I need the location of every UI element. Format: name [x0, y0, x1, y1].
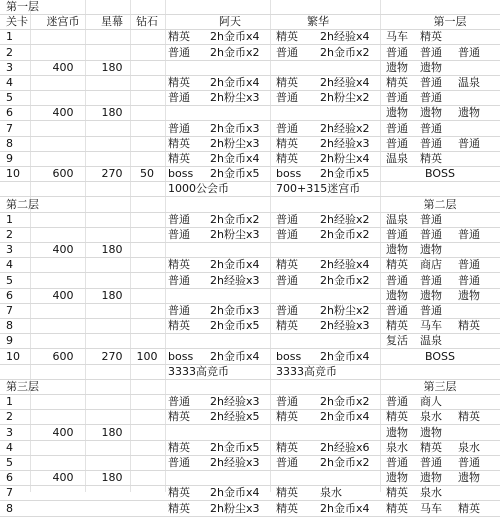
- sheet-cell[interactable]: 2h金币x2: [320, 395, 370, 409]
- sheet-cell[interactable]: 遗物: [420, 425, 442, 439]
- sheet-cell[interactable]: 180: [101, 60, 123, 74]
- sheet-cell[interactable]: 普通: [420, 304, 442, 317]
- sheet-cell[interactable]: 1000公会币: [168, 182, 229, 196]
- sheet-cell[interactable]: 遗物: [386, 425, 408, 439]
- sheet-row: [0, 471, 500, 486]
- sheet-cell[interactable]: 普通: [386, 273, 408, 287]
- sheet-cell[interactable]: 第三层: [6, 380, 39, 393]
- sheet-cell[interactable]: 精英: [276, 258, 298, 272]
- sheet-cell[interactable]: 2h经验x4: [320, 258, 370, 272]
- sheet-cell[interactable]: 2h金币x5: [320, 167, 370, 181]
- sheet-row: [0, 243, 500, 258]
- sheet-cell[interactable]: 2h经验x3: [320, 136, 370, 150]
- sheet-cell[interactable]: 精英: [386, 486, 408, 500]
- sheet-cell[interactable]: 2h粉尘x2: [320, 91, 370, 105]
- sheet-cell[interactable]: 普通: [276, 212, 298, 226]
- sheet-cell[interactable]: 2h经验x4: [320, 76, 370, 89]
- sheet-cell[interactable]: 普通: [386, 91, 408, 105]
- sheet-cell[interactable]: 普通: [420, 228, 442, 241]
- sheet-cell[interactable]: 6: [6, 288, 13, 302]
- sheet-cell[interactable]: 普通: [168, 121, 190, 135]
- sheet-cell[interactable]: 普通: [386, 228, 408, 241]
- sheet-cell[interactable]: 温泉: [420, 334, 442, 348]
- sheet-cell[interactable]: 8: [6, 136, 13, 150]
- sheet-cell[interactable]: 普通: [168, 273, 190, 287]
- sheet-cell[interactable]: 遗物: [386, 243, 408, 257]
- sheet-cell[interactable]: 600: [52, 349, 74, 363]
- sheet-cell[interactable]: 270: [101, 167, 123, 181]
- sheet-cell[interactable]: 精英: [168, 319, 190, 333]
- sheet-cell[interactable]: 普通: [420, 212, 442, 226]
- sheet-row: [0, 502, 500, 517]
- sheet-cell[interactable]: 3333高竞币: [168, 364, 229, 378]
- sheet-cell[interactable]: 180: [101, 288, 123, 302]
- sheet-cell[interactable]: 遗物: [420, 471, 442, 485]
- sheet-cell[interactable]: 第一层: [433, 15, 467, 29]
- sheet-cell[interactable]: 2h经验x2: [320, 121, 370, 135]
- sheet-cell[interactable]: 精英: [420, 440, 442, 454]
- sheet-cell[interactable]: 普通: [168, 228, 190, 241]
- sheet-cell[interactable]: 普通: [276, 456, 298, 469]
- sheet-cell[interactable]: 普通: [276, 304, 298, 317]
- sheet-cell[interactable]: 普通: [276, 121, 298, 135]
- sheet-cell[interactable]: 2h经验x3: [210, 395, 260, 409]
- sheet-cell[interactable]: 普通: [276, 45, 298, 59]
- sheet-cell[interactable]: 精英: [168, 152, 190, 165]
- sheet-row: [0, 319, 500, 334]
- sheet-cell[interactable]: 10: [6, 167, 20, 181]
- sheet-cell[interactable]: 钻石: [136, 15, 158, 29]
- sheet-cell[interactable]: 第三层: [423, 380, 457, 393]
- sheet-row: [0, 213, 500, 228]
- sheet-cell[interactable]: 泉水: [386, 440, 408, 454]
- sheet-cell[interactable]: 普通: [458, 228, 480, 241]
- sheet-cell[interactable]: 2h经验x3: [210, 273, 260, 287]
- sheet-cell[interactable]: 8: [6, 501, 13, 515]
- sheet-cell[interactable]: 精英: [458, 410, 480, 424]
- sheet-cell[interactable]: 700+315迷宫币: [276, 182, 361, 196]
- sheet-cell[interactable]: 精英: [276, 410, 298, 424]
- sheet-cell[interactable]: 5: [6, 273, 13, 287]
- sheet-cell[interactable]: 2h粉尘x3: [210, 501, 260, 515]
- sheet-cell[interactable]: BOSS: [425, 349, 455, 363]
- sheet-cell[interactable]: 普通: [276, 395, 298, 409]
- sheet-cell[interactable]: 遗物: [386, 288, 408, 302]
- sheet-cell[interactable]: 2h金币x2: [210, 212, 260, 226]
- sheet-cell[interactable]: 2h粉尘x3: [210, 91, 260, 105]
- sheet-cell[interactable]: 5: [6, 91, 13, 105]
- sheet-row: [0, 410, 500, 425]
- sheet-cell[interactable]: 10: [6, 349, 20, 363]
- sheet-cell[interactable]: 第一层: [6, 0, 39, 13]
- sheet-cell[interactable]: 普通: [420, 91, 442, 105]
- sheet-cell[interactable]: 泉水: [320, 486, 342, 500]
- sheet-cell[interactable]: 2h经验x3: [320, 319, 370, 333]
- sheet-cell[interactable]: 1: [6, 395, 13, 409]
- sheet-cell[interactable]: 4: [6, 76, 13, 89]
- sheet-cell[interactable]: 精英: [420, 30, 442, 44]
- sheet-cell[interactable]: 2h金币x4: [320, 410, 370, 424]
- sheet-row: [0, 137, 500, 152]
- sheet-cell[interactable]: 精英: [276, 319, 298, 333]
- sheet-cell[interactable]: 精英: [276, 501, 298, 515]
- sheet-row: [0, 46, 500, 61]
- sheet-cell[interactable]: 2h经验x5: [210, 410, 260, 424]
- sheet-cell[interactable]: BOSS: [425, 167, 455, 181]
- sheet-row: [0, 441, 500, 456]
- sheet-row: [0, 122, 500, 137]
- sheet-cell[interactable]: 2h经验x6: [320, 440, 370, 454]
- sheet-cell[interactable]: 180: [101, 106, 123, 120]
- sheet-cell[interactable]: 遗物: [386, 106, 408, 120]
- sheet-cell[interactable]: 精英: [276, 152, 298, 165]
- sheet-row: [0, 0, 500, 15]
- sheet-row: [0, 258, 500, 273]
- sheet-row: [0, 456, 500, 471]
- sheet-cell[interactable]: 普通: [168, 456, 190, 469]
- sheet-row: [0, 304, 500, 319]
- sheet-cell[interactable]: 2h金币x3: [210, 304, 260, 317]
- sheet-cell[interactable]: 遗物: [420, 288, 442, 302]
- sheet-cell[interactable]: 2h粉尘x3: [210, 136, 260, 150]
- sheet-cell[interactable]: 3: [6, 425, 13, 439]
- sheet-cell[interactable]: 400: [52, 471, 74, 485]
- sheet-cell[interactable]: 2h金币x5: [210, 167, 260, 181]
- sheet-cell[interactable]: 遗物: [386, 60, 408, 74]
- sheet-cell[interactable]: 马车: [386, 30, 408, 44]
- sheet-cell[interactable]: 精英: [386, 410, 408, 424]
- sheet-cell[interactable]: 普通: [458, 258, 480, 272]
- sheet-row: [0, 91, 500, 106]
- sheet-cell[interactable]: 普通: [276, 91, 298, 105]
- sheet-cell[interactable]: 精英: [386, 319, 408, 333]
- sheet-cell[interactable]: 6: [6, 106, 13, 120]
- sheet-cell[interactable]: 7: [6, 121, 13, 135]
- sheet-cell[interactable]: 普通: [276, 228, 298, 241]
- sheet-cell[interactable]: 普通: [458, 136, 480, 150]
- sheet-cell[interactable]: 遗物: [458, 106, 480, 120]
- sheet-row: [0, 486, 500, 501]
- sheet-cell[interactable]: 第二层: [6, 197, 39, 211]
- sheet-row: [0, 365, 500, 380]
- sheet-cell[interactable]: 精英: [168, 410, 190, 424]
- sheet-cell[interactable]: 泉水: [420, 486, 442, 500]
- sheet-row: [0, 152, 500, 167]
- sheet-cell[interactable]: 精英: [276, 486, 298, 500]
- sheet-row: [0, 228, 500, 243]
- sheet-cell[interactable]: 2h金币x4: [320, 349, 370, 363]
- sheet-cell[interactable]: 8: [6, 319, 13, 333]
- sheet-cell[interactable]: 普通: [168, 304, 190, 317]
- sheet-cell[interactable]: 精英: [168, 30, 190, 44]
- sheet-cell[interactable]: 2h经验x2: [320, 212, 370, 226]
- sheet-cell[interactable]: 600: [52, 167, 74, 181]
- sheet-cell[interactable]: 1: [6, 212, 13, 226]
- sheet-cell[interactable]: 精英: [168, 486, 190, 500]
- sheet-cell[interactable]: 精英: [168, 76, 190, 89]
- sheet-cell[interactable]: 2: [6, 410, 13, 424]
- sheet-cell[interactable]: 2h金币x5: [210, 319, 260, 333]
- sheet-cell[interactable]: boss: [276, 349, 302, 363]
- sheet-cell[interactable]: 普通: [276, 273, 298, 287]
- sheet-cell[interactable]: 2h金币x2: [210, 45, 260, 59]
- sheet-cell[interactable]: 2h金币x2: [320, 228, 370, 241]
- sheet-cell[interactable]: 迷宫币: [46, 15, 80, 29]
- sheet-cell[interactable]: 精英: [276, 136, 298, 150]
- sheet-row: [0, 395, 500, 410]
- sheet-row: [0, 289, 500, 304]
- sheet-cell[interactable]: 6: [6, 471, 13, 485]
- sheet-cell[interactable]: 2h金币x4: [210, 76, 260, 89]
- sheet-cell[interactable]: 普通: [386, 121, 408, 135]
- sheet-cell[interactable]: 2h金币x4: [210, 30, 260, 44]
- sheet-cell[interactable]: 温泉: [386, 212, 408, 226]
- sheet-cell[interactable]: 2h金币x2: [320, 45, 370, 59]
- sheet-row: [0, 274, 500, 289]
- sheet-cell[interactable]: 温泉: [386, 152, 408, 165]
- sheet-cell[interactable]: 7: [6, 486, 13, 500]
- sheet-cell[interactable]: 复活: [386, 334, 408, 348]
- sheet-cell[interactable]: boss: [168, 349, 194, 363]
- sheet-cell[interactable]: 2h粉尘x4: [320, 152, 370, 165]
- sheet-cell[interactable]: 180: [101, 243, 123, 257]
- sheet-cell[interactable]: 遗物: [458, 471, 480, 485]
- sheet-cell[interactable]: 9: [6, 334, 13, 348]
- sheet-cell[interactable]: 精英: [276, 30, 298, 44]
- sheet-cell[interactable]: 普通: [168, 395, 190, 409]
- sheet-row: [0, 15, 500, 30]
- sheet-cell[interactable]: 精英: [168, 258, 190, 272]
- sheet-cell[interactable]: 普通: [458, 45, 480, 59]
- sheet-cell[interactable]: 4: [6, 440, 13, 454]
- sheet-cell[interactable]: 精英: [458, 319, 480, 333]
- sheet-cell[interactable]: 商人: [420, 395, 442, 409]
- sheet-row: [0, 426, 500, 441]
- sheet-cell[interactable]: 400: [52, 425, 74, 439]
- sheet-cell[interactable]: 普通: [458, 273, 480, 287]
- sheet-cell[interactable]: 50: [140, 167, 154, 181]
- sheet-cell[interactable]: 100: [136, 349, 158, 363]
- sheet-cell[interactable]: 繁华: [307, 15, 329, 29]
- sheet-cell[interactable]: 3: [6, 60, 13, 74]
- sheet-cell[interactable]: 7: [6, 304, 13, 317]
- sheet-cell[interactable]: 400: [52, 288, 74, 302]
- sheet-cell[interactable]: 温泉: [458, 76, 480, 89]
- sheet-cell[interactable]: 商店: [420, 258, 442, 272]
- sheet-cell[interactable]: 2h金币x2: [320, 456, 370, 469]
- sheet-cell[interactable]: 遗物: [420, 106, 442, 120]
- sheet-cell[interactable]: 关卡: [6, 15, 28, 29]
- sheet-cell[interactable]: 泉水: [420, 410, 442, 424]
- sheet-cell[interactable]: 遗物: [420, 243, 442, 257]
- sheet-row: [0, 198, 500, 213]
- sheet-cell[interactable]: 第二层: [423, 197, 457, 211]
- sheet-row: [0, 30, 500, 45]
- sheet-cell[interactable]: boss: [168, 167, 194, 181]
- sheet-cell[interactable]: 2h金币x5: [210, 440, 260, 454]
- sheet-cell[interactable]: 遗物: [420, 60, 442, 74]
- sheet-row: [0, 350, 500, 365]
- sheet-row: [0, 61, 500, 76]
- sheet-cell[interactable]: 180: [101, 425, 123, 439]
- sheet-cell[interactable]: 普通: [420, 136, 442, 150]
- sheet-cell[interactable]: 精英: [386, 76, 408, 89]
- sheet-cell[interactable]: 精英: [168, 136, 190, 150]
- sheet-cell[interactable]: 精英: [386, 501, 408, 515]
- sheet-cell[interactable]: 400: [52, 243, 74, 257]
- sheet-row: [0, 167, 500, 182]
- sheet-cell[interactable]: 精英: [168, 440, 190, 454]
- sheet-cell[interactable]: 2h粉尘x2: [320, 304, 370, 317]
- sheet-row: [0, 106, 500, 121]
- sheet-row: [0, 334, 500, 349]
- sheet-cell[interactable]: 2h金币x4: [210, 258, 260, 272]
- sheet-cell[interactable]: 270: [101, 349, 123, 363]
- sheet-cell[interactable]: 普通: [420, 456, 442, 469]
- sheet-cell[interactable]: 2h经验x4: [320, 30, 370, 44]
- sheet-cell[interactable]: 精英: [420, 152, 442, 165]
- sheet-cell[interactable]: 普通: [420, 76, 442, 89]
- sheet-cell[interactable]: 9: [6, 152, 13, 165]
- sheet-cell[interactable]: 400: [52, 106, 74, 120]
- sheet-cell[interactable]: 马车: [420, 319, 442, 333]
- sheet-row: [0, 380, 500, 395]
- sheet-cell[interactable]: 普通: [386, 45, 408, 59]
- sheet-cell[interactable]: 400: [52, 60, 74, 74]
- sheet-cell[interactable]: 2h金币x4: [320, 501, 370, 515]
- sheet-cell[interactable]: 普通: [386, 304, 408, 317]
- sheet-cell[interactable]: 普通: [168, 212, 190, 226]
- sheet-cell[interactable]: 5: [6, 456, 13, 469]
- sheet-cell[interactable]: 2: [6, 45, 13, 59]
- sheet-cell[interactable]: 180: [101, 471, 123, 485]
- sheet-cell[interactable]: 泉水: [458, 440, 480, 454]
- sheet-cell[interactable]: 普通: [168, 91, 190, 105]
- sheet-cell[interactable]: 2h经验x3: [210, 456, 260, 469]
- sheet-cell[interactable]: 2: [6, 228, 13, 241]
- sheet-cell[interactable]: 阿天: [219, 15, 241, 29]
- sheet-cell[interactable]: 2h金币x3: [210, 121, 260, 135]
- sheet-cell[interactable]: 精英: [458, 501, 480, 515]
- sheet-cell[interactable]: 普通: [386, 136, 408, 150]
- sheet-cell[interactable]: 2h金币x4: [210, 152, 260, 165]
- sheet-cell[interactable]: 精英: [276, 440, 298, 454]
- sheet-cell[interactable]: 2h金币x4: [210, 486, 260, 500]
- sheet-row: [0, 182, 500, 197]
- sheet-cell[interactable]: 3333高竞币: [276, 364, 337, 378]
- sheet-cell[interactable]: 遗物: [458, 288, 480, 302]
- sheet-cell[interactable]: 4: [6, 258, 13, 272]
- sheet-cell[interactable]: 普通: [386, 395, 408, 409]
- sheet-cell[interactable]: 精英: [168, 501, 190, 515]
- sheet-cell[interactable]: 星幕: [101, 15, 123, 29]
- sheet-cell[interactable]: 精英: [386, 258, 408, 272]
- sheet-cell[interactable]: 2h金币x4: [210, 349, 260, 363]
- sheet-cell[interactable]: 马车: [420, 501, 442, 515]
- sheet-cell[interactable]: 普通: [168, 45, 190, 59]
- sheet-cell[interactable]: 1: [6, 30, 13, 44]
- sheet-cell[interactable]: 2h金币x2: [320, 273, 370, 287]
- sheet-cell[interactable]: 3: [6, 243, 13, 257]
- sheet-cell[interactable]: 普通: [420, 45, 442, 59]
- sheet-row: [0, 76, 500, 91]
- sheet-cell[interactable]: 精英: [276, 76, 298, 89]
- sheet-cell[interactable]: 普通: [420, 273, 442, 287]
- sheet-cell[interactable]: 遗物: [386, 471, 408, 485]
- sheet-cell[interactable]: 普通: [386, 456, 408, 469]
- sheet-cell[interactable]: 普通: [420, 121, 442, 135]
- sheet-cell[interactable]: boss: [276, 167, 302, 181]
- sheet-cell[interactable]: 2h粉尘x3: [210, 228, 260, 241]
- sheet-cell[interactable]: 普通: [458, 456, 480, 469]
